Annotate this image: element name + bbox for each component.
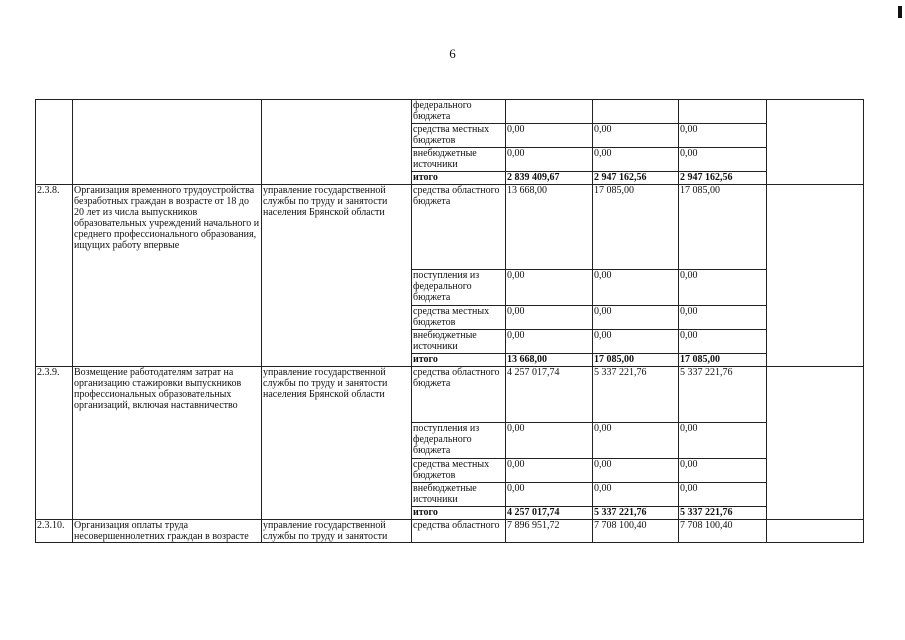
item-executor: управление государственной службы по труду и занятости населения Брянской области xyxy=(262,367,412,520)
value-year-2: 2 947 162,56 xyxy=(593,172,679,185)
item-executor: управление государственной службы по труду и занятости населения Брянской области xyxy=(262,185,412,367)
value-year-3: 7 708 100,40 xyxy=(679,520,767,543)
value-year-1: 4 257 017,74 xyxy=(506,507,593,520)
value-year-1: 7 896 951,72 xyxy=(506,520,593,543)
value-year-1: 13 668,00 xyxy=(506,185,593,270)
funding-source: внебюджетные источники xyxy=(412,148,506,172)
table-row xyxy=(36,100,864,124)
value-year-1: 0,00 xyxy=(506,148,593,172)
item-name: Организация оплаты труда несовершеннолетних граждан в возрасте xyxy=(73,520,262,543)
value-year-2: 0,00 xyxy=(593,423,679,459)
value-year-2: 17 085,00 xyxy=(593,354,679,367)
item-executor: управление государственной службы по труду и занятости xyxy=(262,520,412,543)
value-year-2: 0,00 xyxy=(593,483,679,507)
item-name: Организация временного трудоустройства безработных граждан в возрасте от 18 до 20 лет из числа выпускников образовательных учреждений начального и среднего профессионального образования, ищущих работу впервые xyxy=(73,185,262,367)
value-year-1: 13 668,00 xyxy=(506,354,593,367)
value-year-2: 0,00 xyxy=(593,459,679,483)
value-year-2: 17 085,00 xyxy=(593,185,679,270)
item-number xyxy=(36,100,73,185)
funding-source: средства областного бюджета xyxy=(412,185,506,270)
value-year-3: 2 947 162,56 xyxy=(679,172,767,185)
funding-source: итого xyxy=(412,354,506,367)
funding-source: средства областного бюджета xyxy=(412,367,506,423)
funding-source: поступления из федерального бюджета xyxy=(412,423,506,459)
funding-source: поступления из федерального бюджета xyxy=(412,270,506,306)
empty-column xyxy=(767,185,864,367)
value-year-1: 0,00 xyxy=(506,423,593,459)
item-number: 2.3.9. xyxy=(36,367,73,520)
item-name: Возмещение работодателям затрат на организацию стажировки выпускников профессиональных образовательных организаций, включая наставничество xyxy=(73,367,262,520)
value-year-2: 0,00 xyxy=(593,270,679,306)
funding-source: федерального бюджета xyxy=(412,100,506,124)
page-number: 6 xyxy=(449,46,456,61)
value-year-1: 0,00 xyxy=(506,270,593,306)
empty-column xyxy=(767,100,864,185)
table-row xyxy=(36,185,864,270)
funding-source: итого xyxy=(412,507,506,520)
value-year-1: 2 839 409,67 xyxy=(506,172,593,185)
value-year-3: 0,00 xyxy=(679,124,767,148)
scan-mark xyxy=(898,6,902,18)
value-year-3 xyxy=(679,100,767,124)
value-year-1: 0,00 xyxy=(506,306,593,330)
value-year-3: 0,00 xyxy=(679,330,767,354)
value-year-2: 0,00 xyxy=(593,148,679,172)
value-year-2: 0,00 xyxy=(593,124,679,148)
value-year-2: 0,00 xyxy=(593,306,679,330)
budget-table xyxy=(35,99,864,543)
value-year-1: 0,00 xyxy=(506,483,593,507)
value-year-1 xyxy=(506,100,593,124)
item-number: 2.3.10. xyxy=(36,520,73,543)
table-row xyxy=(36,520,864,543)
funding-source: средства областного xyxy=(412,520,506,543)
value-year-3: 0,00 xyxy=(679,148,767,172)
value-year-3: 5 337 221,76 xyxy=(679,507,767,520)
funding-source: внебюджетные источники xyxy=(412,483,506,507)
funding-source: внебюджетные источники xyxy=(412,330,506,354)
value-year-2: 0,00 xyxy=(593,330,679,354)
table-row xyxy=(36,367,864,423)
value-year-2: 5 337 221,76 xyxy=(593,507,679,520)
item-name xyxy=(73,100,262,185)
value-year-1: 4 257 017,74 xyxy=(506,367,593,423)
funding-source: средства местных бюджетов xyxy=(412,306,506,330)
value-year-3: 5 337 221,76 xyxy=(679,367,767,423)
empty-column xyxy=(767,367,864,520)
funding-source: средства местных бюджетов xyxy=(412,459,506,483)
value-year-3: 0,00 xyxy=(679,270,767,306)
value-year-1: 0,00 xyxy=(506,124,593,148)
value-year-3: 0,00 xyxy=(679,306,767,330)
value-year-2: 7 708 100,40 xyxy=(593,520,679,543)
value-year-2: 5 337 221,76 xyxy=(593,367,679,423)
value-year-2 xyxy=(593,100,679,124)
value-year-3: 0,00 xyxy=(679,459,767,483)
item-executor xyxy=(262,100,412,185)
value-year-3: 17 085,00 xyxy=(679,185,767,270)
value-year-3: 0,00 xyxy=(679,483,767,507)
empty-column xyxy=(767,520,864,543)
value-year-1: 0,00 xyxy=(506,330,593,354)
funding-source: средства местных бюджетов xyxy=(412,124,506,148)
funding-source: итого xyxy=(412,172,506,185)
value-year-3: 0,00 xyxy=(679,423,767,459)
value-year-1: 0,00 xyxy=(506,459,593,483)
value-year-3: 17 085,00 xyxy=(679,354,767,367)
item-number: 2.3.8. xyxy=(36,185,73,367)
